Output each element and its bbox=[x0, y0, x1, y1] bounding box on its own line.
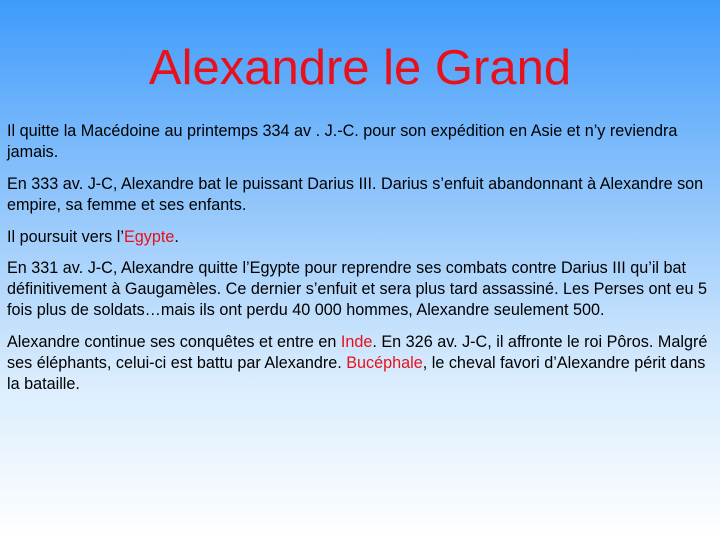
link-bucephale[interactable]: Bucéphale bbox=[346, 354, 423, 372]
paragraph-gaugameles: En 331 av. J-C, Alexandre quitte l’Egypte pour reprendre ses combats contre Darius III qu’il bat définitivement à Gaugamèles. Ce dernier s’enfuit et sera plus tard assassiné. Les Perses ont eu 5 fois plus de soldats…mais ils ont perdu 40 000 hommes, Alexandre seulement 500. bbox=[7, 259, 708, 319]
paragraph-india-after: , le cheval favori d’Alexandre périt dans la bataille. bbox=[7, 354, 706, 393]
link-egypte[interactable]: Egypte bbox=[123, 228, 175, 246]
link-inde[interactable]: Inde bbox=[340, 333, 373, 351]
paragraph-darius-defeat: En 333 av. J-C, Alexandre bat le puissant Darius III. Darius s’enfuit abandonnant à Alexandre son empire, sa femme et ses enfants. bbox=[7, 175, 704, 214]
slide-title: Alexandre le Grand bbox=[148, 41, 572, 95]
paragraph-egypt-before: Il poursuit vers l’ bbox=[7, 228, 124, 246]
paragraph-india bbox=[7, 332, 713, 395]
paragraph-india-middle: . En 326 av. J-C, il affronte le roi Pôros. Malgré ses éléphants, celui-ci est battu par Alexandre. bbox=[7, 333, 708, 372]
slide-body bbox=[7, 121, 713, 406]
paragraph-egypt bbox=[7, 227, 713, 248]
paragraph-egypt-after: . bbox=[174, 228, 179, 246]
paragraph-india-before: Alexandre continue ses conquêtes et entre en bbox=[7, 333, 341, 351]
paragraph-departure: Il quitte la Macédoine au printemps 334 av . J.-C. pour son expédition en Asie et n’y reviendra jamais. bbox=[7, 122, 678, 161]
